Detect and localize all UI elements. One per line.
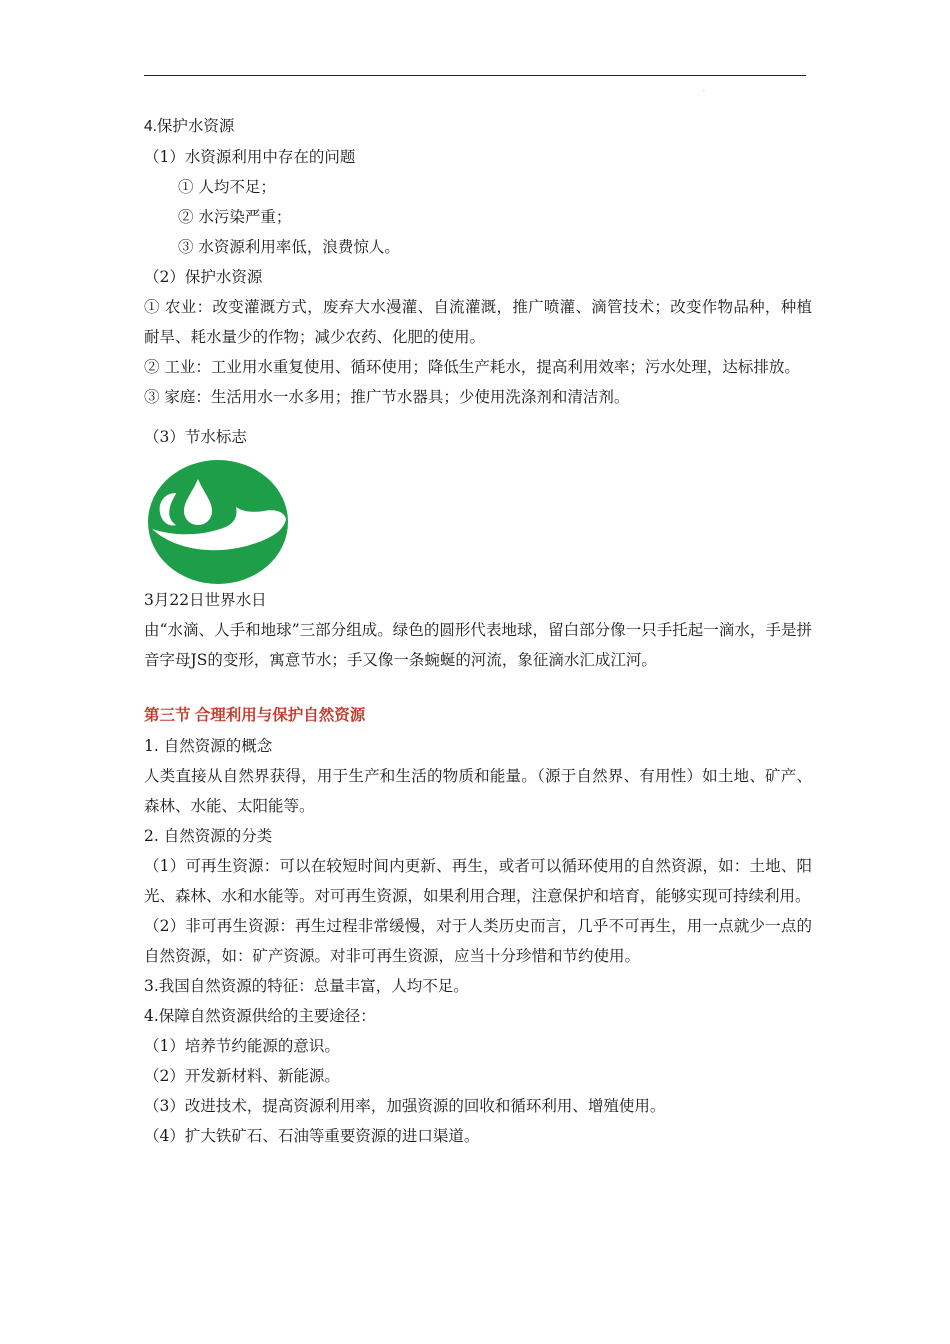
header-rule bbox=[144, 75, 806, 76]
concept-title: 1. 自然资源的概念 bbox=[144, 737, 273, 755]
concept-text: 人类直接从自然界获得，用于生产和生活的物质和能量。（源于自然界、有用性）如土地、矿产、森林、水能、太阳能等。 bbox=[144, 767, 812, 815]
measure-industry: ② 工业：工业用水重复使用、循环使用；降低生产耗水，提高利用效率；污水处理，达标排放。 bbox=[144, 358, 800, 376]
measure-household: ③ 家庭：生活用水一水多用；推广节水器具；少使用洗涤剂和清洁剂。 bbox=[144, 388, 630, 406]
water-day: 3月22日世界水日 bbox=[144, 591, 267, 609]
way-item: （3）改进技术，提高资源利用率，加强资源的回收和循环利用、增殖使用。 bbox=[144, 1097, 666, 1115]
way-item: （1）培养节约能源的意识。 bbox=[144, 1037, 340, 1055]
protect-title: （2）保护水资源 bbox=[144, 268, 263, 286]
renewable-text: （1）可再生资源：可以在较短时间内更新、再生，或者可以循环使用的自然资源，如：土地、阳光、森林、水和水能等。对可再生资源，如果利用合理，注意保护和培育，能够实现可持续利用。 bbox=[144, 857, 812, 905]
logo-description: 由“水滴、人手和地球”三部分组成。绿色的圆形代表地球，留白部分像一只手托起一滴水，手是拼音字母JS的变形，寓意节水；手又像一条蜿蜒的河流，象征滴水汇成江河。 bbox=[144, 621, 812, 669]
section3-heading: 第三节 合理利用与保护自然资源 bbox=[144, 707, 366, 724]
water-saving-logo bbox=[146, 459, 292, 585]
measure-agriculture: ① 农业：改变灌溉方式，废弃大水漫灌、自流灌溉，推广喷灌、滴管技术；改变作物品种，种植耐旱、耗水量少的作物；减少农药、化肥的使用。 bbox=[144, 298, 812, 346]
header-dot: . bbox=[703, 86, 705, 93]
nonrenewable-text: （2）非可再生资源：再生过程非常缓慢，对于人类历史而言，几乎不可再生，用一点就少一点的自然资源，如：矿产资源。对非可再生资源，应当十分珍惜和节约使用。 bbox=[144, 917, 812, 965]
way-item: （4）扩大铁矿石、石油等重要资源的进口渠道。 bbox=[144, 1127, 480, 1145]
problem-item: ① 人均不足； bbox=[178, 178, 276, 196]
document-body bbox=[144, 112, 812, 1151]
problems-title: （1）水资源利用中存在的问题 bbox=[144, 148, 356, 166]
problem-item: ③ 水资源利用率低，浪费惊人。 bbox=[178, 238, 400, 256]
ways-title: 4.保障自然资源供给的主要途径： bbox=[144, 1007, 376, 1025]
logo-title: （3）节水标志 bbox=[144, 428, 247, 446]
feature-text: 3.我国自然资源的特征：总量丰富，人均不足。 bbox=[144, 977, 469, 995]
section4-title: 4.保护水资源 bbox=[144, 118, 235, 135]
classification-title: 2. 自然资源的分类 bbox=[144, 827, 273, 845]
problem-item: ② 水污染严重； bbox=[178, 208, 292, 226]
way-item: （2）开发新材料、新能源。 bbox=[144, 1067, 340, 1085]
